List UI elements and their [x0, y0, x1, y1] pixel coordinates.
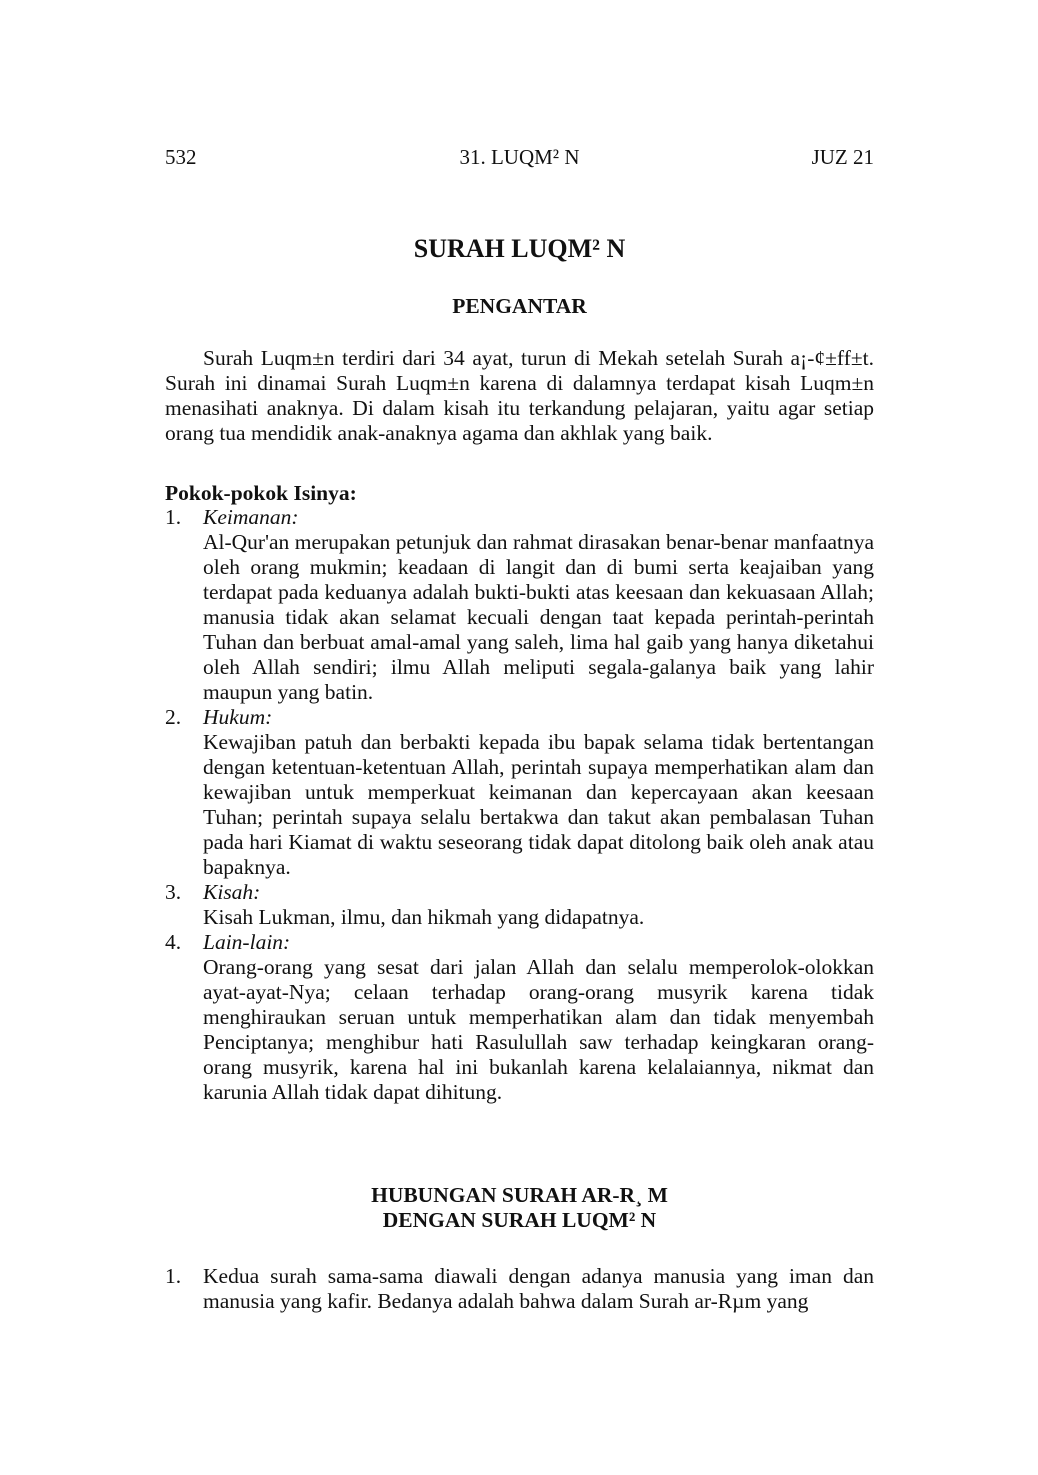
list-item-number: 1. [165, 1264, 182, 1288]
relation-heading [165, 1183, 874, 1233]
relation-heading-line2: DENGAN SURAH LUQM² N [382, 1208, 657, 1232]
list-item-number: 1. [165, 505, 182, 529]
juz-label: JUZ 21 [811, 145, 874, 169]
list-item-text: Kisah Lukman, ilmu, dan hikmah yang didapatnya. [203, 905, 645, 929]
list-item-number: 4. [165, 930, 182, 954]
contents-list [165, 505, 874, 1105]
list-item-text: Kewajiban patuh dan berbakti kepada ibu bapak selama tidak bertentangan dengan ketentuan-ketentuan Allah, perintah supaya memperhatikan alam dan kewajiban untuk memperkuat keimanan dan kepercayaan akan keesaan Tuhan; perintah supaya selalu bertakwa dan takut akan pembalasan Tuhan pada hari Kiamat di waktu seseorang tidak dapat ditolong baik oleh anak atau bapaknya. [203, 730, 874, 879]
contents-heading: Pokok-pokok Isinya: [165, 481, 357, 505]
list-item-label: Hukum: [203, 705, 273, 729]
list-item-number: 2. [165, 705, 182, 729]
list-item-text: Orang-orang yang sesat dari jalan Allah dan selalu memperolok-olokkan ayat-ayat-Nya; celaan terhadap orang-orang musyrik karena tidak menghiraukan seruan untuk memperhatikan alam dan tidak menyembah Penciptanya; menghibur hati Rasulullah saw terhadap keingkaran orang-orang musyrik, karena hal ini bukanlah karena kelalaiannya, nikmat dan karunia Allah tidak dapat dihitung. [203, 955, 874, 1104]
list-item-label: Lain-lain: [203, 930, 291, 954]
list-item-label: Keimanan: [203, 505, 299, 529]
list-item [165, 505, 874, 705]
page-number: 532 [165, 145, 197, 169]
surah-title: SURAH LUQM² N [413, 234, 626, 263]
list-item [165, 1264, 874, 1314]
list-item-text: Kedua surah sama-sama diawali dengan adanya manusia yang iman dan manusia yang kafir. Bedanya adalah bahwa dalam Surah ar-Rµm yang [203, 1264, 874, 1313]
list-item-number: 3. [165, 880, 182, 904]
list-item-text: Al-Qur'an merupakan petunjuk dan rahmat dirasakan benar-benar manfaatnya oleh orang mukmin; keadaan di langit dan di bumi serta keajaiban yang terdapat pada keduanya adalah bukti-bukti atas keesaan dan kekuasaan Allah; manusia tidak akan selamat kecuali dengan taat kepada perintah-perintah Tuhan dan berbuat amal-amal yang saleh, lima hal gaib yang hanya diketahui oleh Allah sendiri; ilmu Allah meliputi segala-galanya baik yang lahir maupun yang batin. [203, 530, 874, 704]
intro-paragraph: Surah Luqm±n terdiri dari 34 ayat, turun di Mekah setelah Surah a¡-¢±ff±t. Surah ini dinamai Surah Luqm±n karena di dalamnya terdapat kisah Luqm±n menasihati anaknya. Di dalam kisah itu terkandung pelajaran, yaitu agar setiap orang tua mendidik anak-anaknya agama dan akhlak yang baik. [165, 346, 874, 445]
list-item [165, 705, 874, 880]
running-header [165, 145, 874, 175]
relation-heading-line1: HUBUNGAN SURAH AR-R¸ M [371, 1183, 668, 1207]
list-item [165, 930, 874, 1105]
relation-list [165, 1264, 874, 1314]
list-item-label: Kisah: [203, 880, 261, 904]
intro-heading: PENGANTAR [452, 294, 587, 318]
list-item [165, 880, 874, 930]
chapter-title: 31. LUQM² N [459, 145, 580, 169]
